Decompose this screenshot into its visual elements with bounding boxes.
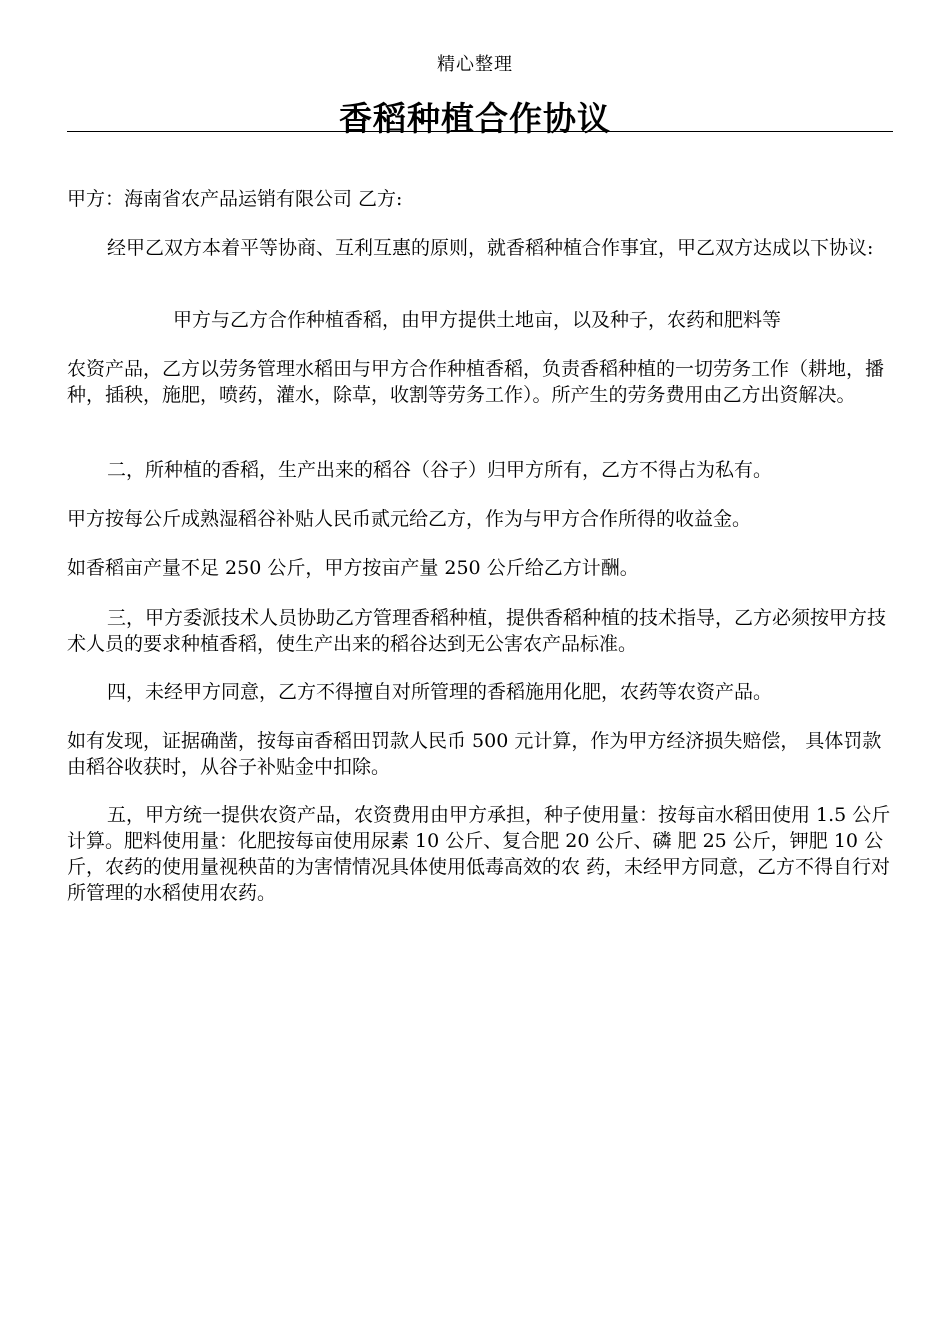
- paragraph-penalty: 如有发现，证据确凿，按每亩香稻田罚款人民币 500 元计算，作为甲方经济损失赔偿， 具体罚款由稻谷收获时，从谷子补贴金中扣除。: [67, 730, 882, 778]
- document-title: 香稻种植合作协议: [339, 99, 611, 138]
- paragraph-minimum-yield: 如香稻亩产量不足 250 公斤，甲方按亩产量 250 公斤给乙方计酬。: [67, 557, 639, 579]
- paragraph-clause-1: 农资产品，乙方以劳务管理水稻田与甲方合作种植香稻，负责香稻种植的一切劳务工作（耕地，播种，插秧，施肥，喷药，灌水，除草，收割等劳务工作）。所产生的劳务费用由乙方出资解决。: [67, 358, 885, 406]
- paragraph-clause-5: 五，甲方统一提供农资产品，农资费用由甲方承担，种子使用量：按每亩水稻田使用 1.5 公斤计算。肥料使用量：化肥按每亩使用尿素 10 公斤、复合肥 20 公斤、磷 肥 25 公斤，钾肥 10 公斤，农药的使用量视秧苗的为害情情况具体使用低毒高效的农 药，未经甲方同意，乙方不得自行对所管理的水稻使用农药。: [67, 804, 891, 904]
- parties-line: 甲方：海南省农产品运销有限公司 乙方:: [67, 188, 403, 210]
- title-underline: [67, 131, 893, 132]
- page-header: 精心整理: [437, 54, 513, 75]
- paragraph-preamble: 经甲乙双方本着平等协商、互利互惠的原则，就香稻种植合作事宜，甲乙双方达成以下协议:: [107, 237, 874, 259]
- paragraph-subsidy: 甲方按每公斤成熟湿稻谷补贴人民币贰元给乙方，作为与甲方合作所得的收益金。: [67, 508, 752, 530]
- paragraph-clause-1-start: 甲方与乙方合作种植香稻，由甲方提供土地亩，以及种子，农药和肥料等: [173, 309, 782, 331]
- paragraph-clause-2: 二，所种植的香稻，生产出来的稻谷（谷子）归甲方所有，乙方不得占为私有。: [107, 459, 773, 481]
- paragraph-clause-3: 三，甲方委派技术人员协助乙方管理香稻种植，提供香稻种植的技术指导，乙方必须按甲方技术人员的要求种植香稻，使生产出来的稻谷达到无公害农产品标准。: [67, 607, 887, 655]
- paragraph-clause-4: 四，未经甲方同意，乙方不得擅自对所管理的香稻施用化肥，农药等农资产品。: [107, 681, 773, 703]
